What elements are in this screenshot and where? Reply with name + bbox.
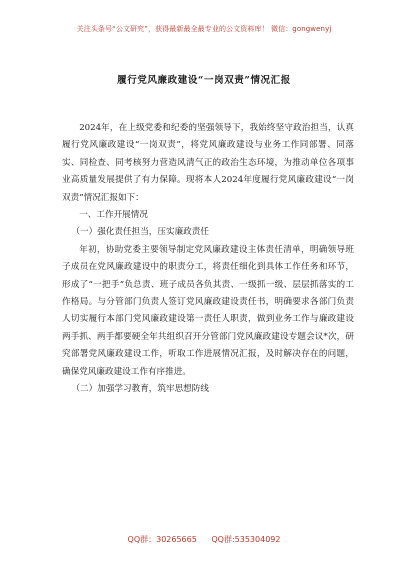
qq-group-2: QQ群:535304092	[211, 535, 281, 544]
subsection-paragraph: 年初，协助党委主要领导制定党风廉政建设主体责任清单，明确领导班子成员在党风廉政建设中的职责分工，将责任细化到具体工作任务和环节，形成了“一把手”负总责、班子成员各负其责、一级抓一级、层层抓落实的工作格局。与分管部门负责人签订党风廉政建设责任书，明确要求各部门负责人切实履行本部门党风廉政建设第一责任人职责，做到业务工作与廉政建设两手抓、两手都要硬全年共组织召开分管部门党风廉政建设专题会议*次，研究部署党风廉政建设工作，听取工作进展情况汇报，及时解决存在的问题，确保党风廉政建设工作有序推进。	[62, 244, 354, 377]
footer-contacts	[0, 534, 408, 545]
header-banner: 关注头条号“公文研究”，获得最新最全最专业的公文资料库！ 微信：gongwenyj	[76, 25, 332, 33]
section-heading: 一、工作开展情况	[79, 210, 148, 221]
intro-paragraph: 2024年，在上级党委和纪委的坚强领导下，我始终坚守政治担当，认真履行党风廉政建设“一岗双责”，将党风廉政建设与业务工作同部署、同落实、同检查、同考核努力营造风清气正的政治生态环境，为推动单位各项事业高质量发展提供了有力保障。现将本人2024年度履行党风廉政建设“一岗双责”情况汇报如下：	[62, 123, 354, 203]
document-body	[62, 120, 354, 399]
document-title: 履行党风廉政建设“一岗双责”情况汇报	[117, 75, 291, 86]
qq-group-1: QQ群：30265665	[127, 535, 197, 544]
subsection-heading: （一）强化责任担当，压实廉政责任	[71, 227, 209, 238]
subsection-heading-2: （二）加强学习教育，筑牢思想防线	[71, 384, 209, 395]
